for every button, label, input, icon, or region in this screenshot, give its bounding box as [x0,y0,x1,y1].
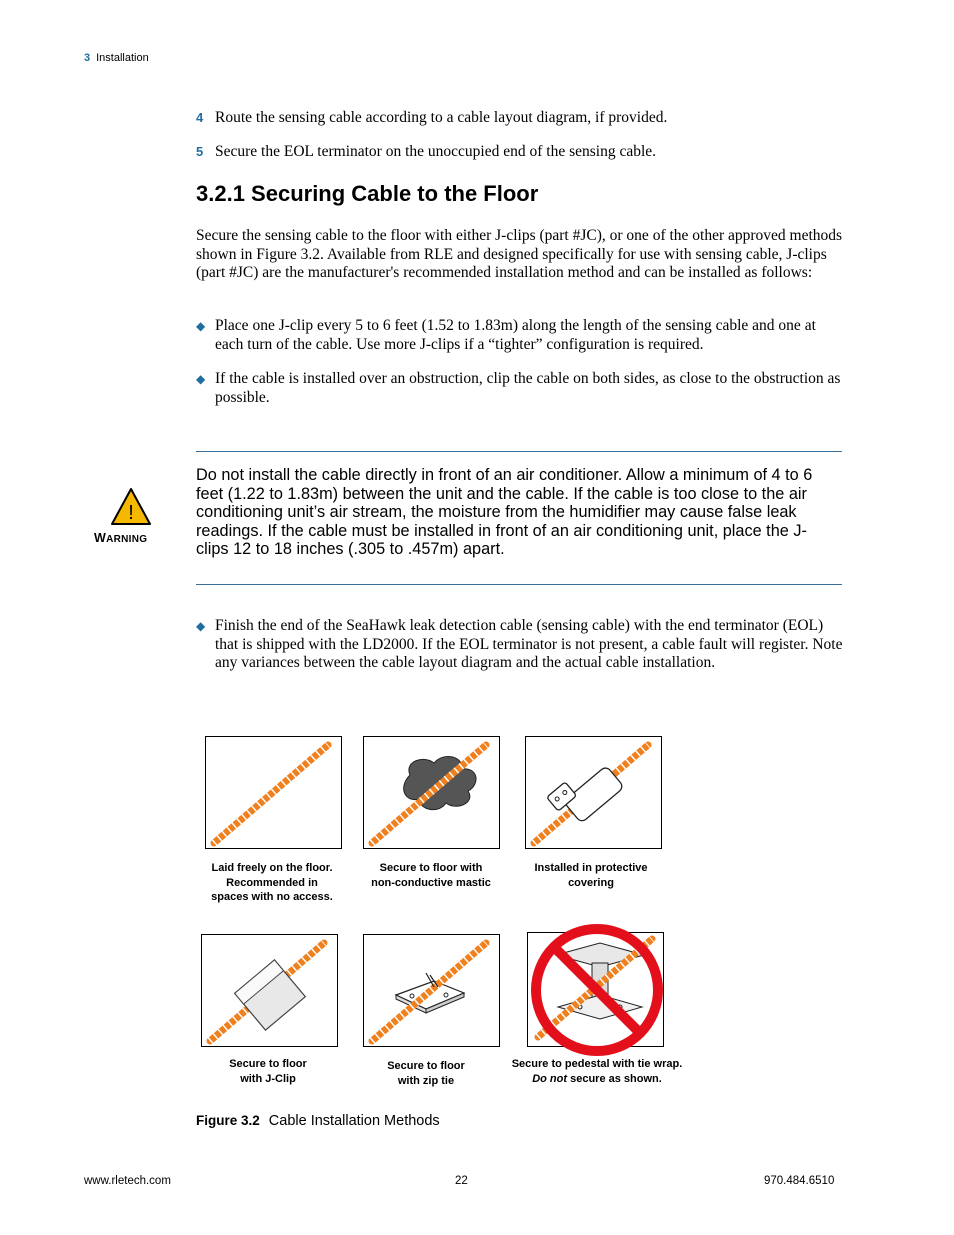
caption-pedestal: Secure to pedestal with tie wrap. Do not secure as shown. [511,1058,683,1085]
warning-top-rule [196,451,842,452]
warning-triangle-icon [110,487,152,527]
warning-label: WARNING [94,531,148,545]
caption-protective-covering: Installed in protective covering [534,862,648,889]
section-title: 3.2.1 Securing Cable to the Floor [196,181,539,206]
panel-mastic [363,736,500,849]
step-text: Secure the EOL terminator on the unoccupied end of the sensing cable. [215,143,657,160]
figure-caption [196,1113,440,1129]
cable-with-mastic-illustration [364,737,499,848]
caption-j-clip: Secure to floor with J-Clip [229,1058,307,1085]
panel-zip-tie [363,934,500,1047]
figure-label: Figure 3.2 [196,1113,260,1128]
bullet-item [196,617,844,673]
caption-laid-freely: Laid freely on the floor. Recommended in spaces with no access. [211,862,333,903]
intro-paragraph: Secure the sensing cable to the floor with either J-clips (part #JC), or one of the other approved methods shown in Figure 3.2. Available from RLE and designed specifically for use with sensing cable, J-clips (part #JC) are the manufacturer's recommended installation method and can be installed as follows: [196,227,843,282]
caption-zip-tie: Secure to floor with zip tie [387,1060,465,1087]
warning-text: Do not install the cable directly in front of an air conditioner. Allow a minimum of 4 to 6 feet (1.22 to 1.83m) between the unit and the cable. If the cable is too close to the air conditioning unit’s air stream, the moisture from the humidifier may cause false leak readings. If the cable must be installed in front of an air conditioning unit, place the J-clips 12 to 18 inches (.305 to .457m) apart. [196,466,813,559]
cable-covering-illustration [526,737,661,848]
step-number: 5 [196,144,204,159]
running-header [84,52,149,64]
step-4 [196,108,846,127]
panel-j-clip [201,934,338,1047]
diamond-bullet-icon: ◆ [196,319,206,333]
diamond-bullet-icon: ◆ [196,619,206,633]
panel-protective-covering [525,736,662,849]
chapter-number: 3 [84,52,91,64]
cable-zip-tie-illustration [364,935,499,1046]
cable-illustration [206,737,341,848]
bullet-item [196,317,844,354]
footer-website: www.rletech.com [84,1175,171,1187]
prohibited-icon [526,919,668,1061]
step-5 [196,142,846,161]
bullet-text: Finish the end of the SeaHawk leak detection cable (sensing cable) with the end terminator (EOL) that is shipped with the LD2000. If the EOL terminator is not present, a cable fault will register. Note any variances between the cable layout diagram and the actual cable installation. [215,617,843,672]
diamond-bullet-icon: ◆ [196,372,206,386]
step-number: 4 [196,110,204,125]
figure-title: Cable Installation Methods [268,1113,440,1129]
warning-bottom-rule [196,584,842,585]
caption-emphasis: Do not [532,1072,568,1085]
svg-text:!: ! [128,502,134,524]
footer-phone: 970.484.6510 [764,1175,835,1187]
panel-pedestal-prohibited [527,932,664,1047]
bullet-item [196,370,844,407]
bullet-text: If the cable is installed over an obstruction, clip the cable on both sides, as close to the obstruction as possible. [215,370,841,406]
bullet-text: Place one J-clip every 5 to 6 feet (1.52 to 1.83m) along the length of the sensing cable and one at each turn of the cable. Use more J-clips if a “tighter” configuration is required. [215,317,816,353]
cable-j-clip-illustration [202,935,337,1046]
panel-laid-freely [205,736,342,849]
caption-mastic: Secure to floor with non-conductive mastic [371,862,491,889]
step-text: Route the sensing cable according to a cable layout diagram, if provided. [215,109,668,126]
footer-page-number: 22 [455,1175,468,1187]
chapter-title: Installation [96,52,149,64]
